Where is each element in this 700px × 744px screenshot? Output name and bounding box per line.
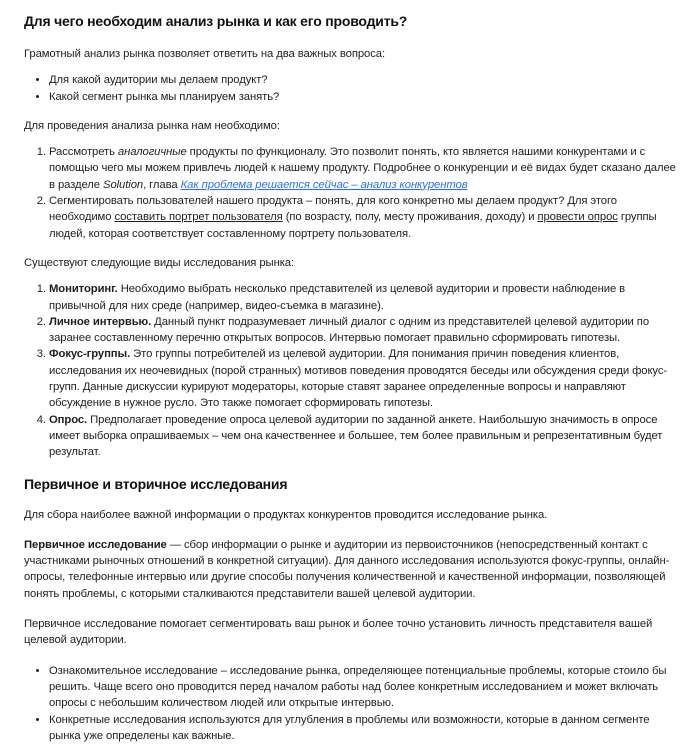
user-portrait-link[interactable]: составить портрет пользователя — [114, 211, 282, 223]
needs-list — [24, 144, 676, 242]
research-kinds-list — [24, 663, 676, 744]
list-item: 1. Рассмотреть аналогичные продукты по функционалу. Это позволит понять, кто является нашими конкурентами и с помощью чего мы можем привлечь людей к нашему продукту. Подробнее о конкуренции и её видах будет сказано далее в разделе Solution, глава Как проблема решается сейчас – анализ конкурентов — [49, 144, 676, 193]
emphasis-text: аналогичные — [118, 146, 187, 158]
questions-list — [24, 72, 676, 105]
competitor-analysis-link[interactable]: Как проблема решается сейчас – анализ конкурентов — [181, 179, 468, 191]
primary-help-paragraph: Первичное исследование помогает сегментировать ваш рынок и более точно установить личность представителя вашей целевой аудитории. — [24, 616, 676, 649]
bold-term: Опрос. — [49, 414, 87, 426]
section2-intro-paragraph: Для сбора наиболее важной информации о продуктах конкурентов проводится исследование рынка. — [24, 507, 676, 523]
list-item: 3. Фокус-группы. Это группы потребителей из целевой аудитории. Для понимания причин поведения клиентов, исследования их неочевидных (порой странных) мотивов поведения проводятся беседы или обсуждения среди фокус-групп. Данные дискуссии курируют модераторы, которые ставят заранее определенные вопросы и направляют обсуждение в нужное русло. Это также помогает сформировать гипотезы. — [49, 346, 676, 411]
intro-paragraph: Грамотный анализ рынка позволяет ответить на два важных вопроса: — [24, 46, 676, 62]
bold-term: Мониторинг. — [49, 283, 118, 295]
section-title-primary-secondary: Первичное и вторичное исследования — [24, 475, 676, 493]
emphasis-text: Solution — [103, 179, 143, 191]
list-item: • Конкретные исследования используются для углубления в проблемы или возможности, которые в данном сегменте рынка уже определены как важные. — [49, 712, 676, 744]
list-item: 1. Мониторинг. Необходимо выбрать несколько представителей из целевой аудитории и провести наблюдение в привычной для них среде (например, видео-съемка в магазине). — [49, 281, 676, 314]
bold-term: Фокус-группы. — [49, 348, 130, 360]
needs-intro-paragraph: Для проведения анализа рынка нам необходимо: — [24, 118, 676, 134]
list-item: • Для какой аудитории мы делаем продукт? — [49, 72, 676, 88]
list-item: • Ознакомительное исследование – исследование рынка, определяющее потенциальные проблемы, которые стоило бы решить. Чаще всего оно проводится перед началом работы над более конкретным исследованием и может включать опросы с небольшим количеством людей или открытые интервью. — [49, 663, 676, 712]
primary-research-paragraph: Первичное исследование — сбор информации о рынке и аудитории из первоисточников (непосредственный контакт с участниками рыночных отношений в конкретной ситуации). Для данного исследования используются фокус-группы, онлайн-опросы, телефонные интервью или другие способы получения количественной и качественной информации, позволяющей понять проблемы, с которыми сталкиваются представители вашей целевой аудитории. — [24, 537, 676, 602]
survey-link[interactable]: провести опрос — [537, 211, 617, 223]
research-types-list — [24, 281, 676, 460]
types-intro-paragraph: Существуют следующие виды исследования рынка: — [24, 255, 676, 271]
section-title-market-analysis: Для чего необходим анализ рынка и как его проводить? — [24, 12, 676, 30]
bold-term: Личное интервью. — [49, 316, 151, 328]
bold-term: Первичное исследование — [24, 539, 167, 551]
list-item: 4. Опрос. Предполагает проведение опроса целевой аудитории по заданной анкете. Наибольшую значимость в опросе имеет выборка опрашиваемых – чем она качественнее и большее, тем более правильным и репрезентативным будет результат. — [49, 412, 676, 461]
list-item: 2. Сегментировать пользователей нашего продукта – понять, для кого конкретно мы делаем продукт? Для этого необходимо составить портрет пользователя (по возрасту, полу, месту проживания, доходу) и провести опрос группы людей, которая соответствует составленному портрету пользователя. — [49, 193, 676, 242]
list-item: • Какой сегмент рынка мы планируем занять? — [49, 89, 676, 105]
list-item: 2. Личное интервью. Данный пункт подразумевает личный диалог с одним из представителей целевой аудитории по заранее составленному перечню открытых вопросов. Интервью помогает правильно сформировать гипотезы. — [49, 314, 676, 347]
